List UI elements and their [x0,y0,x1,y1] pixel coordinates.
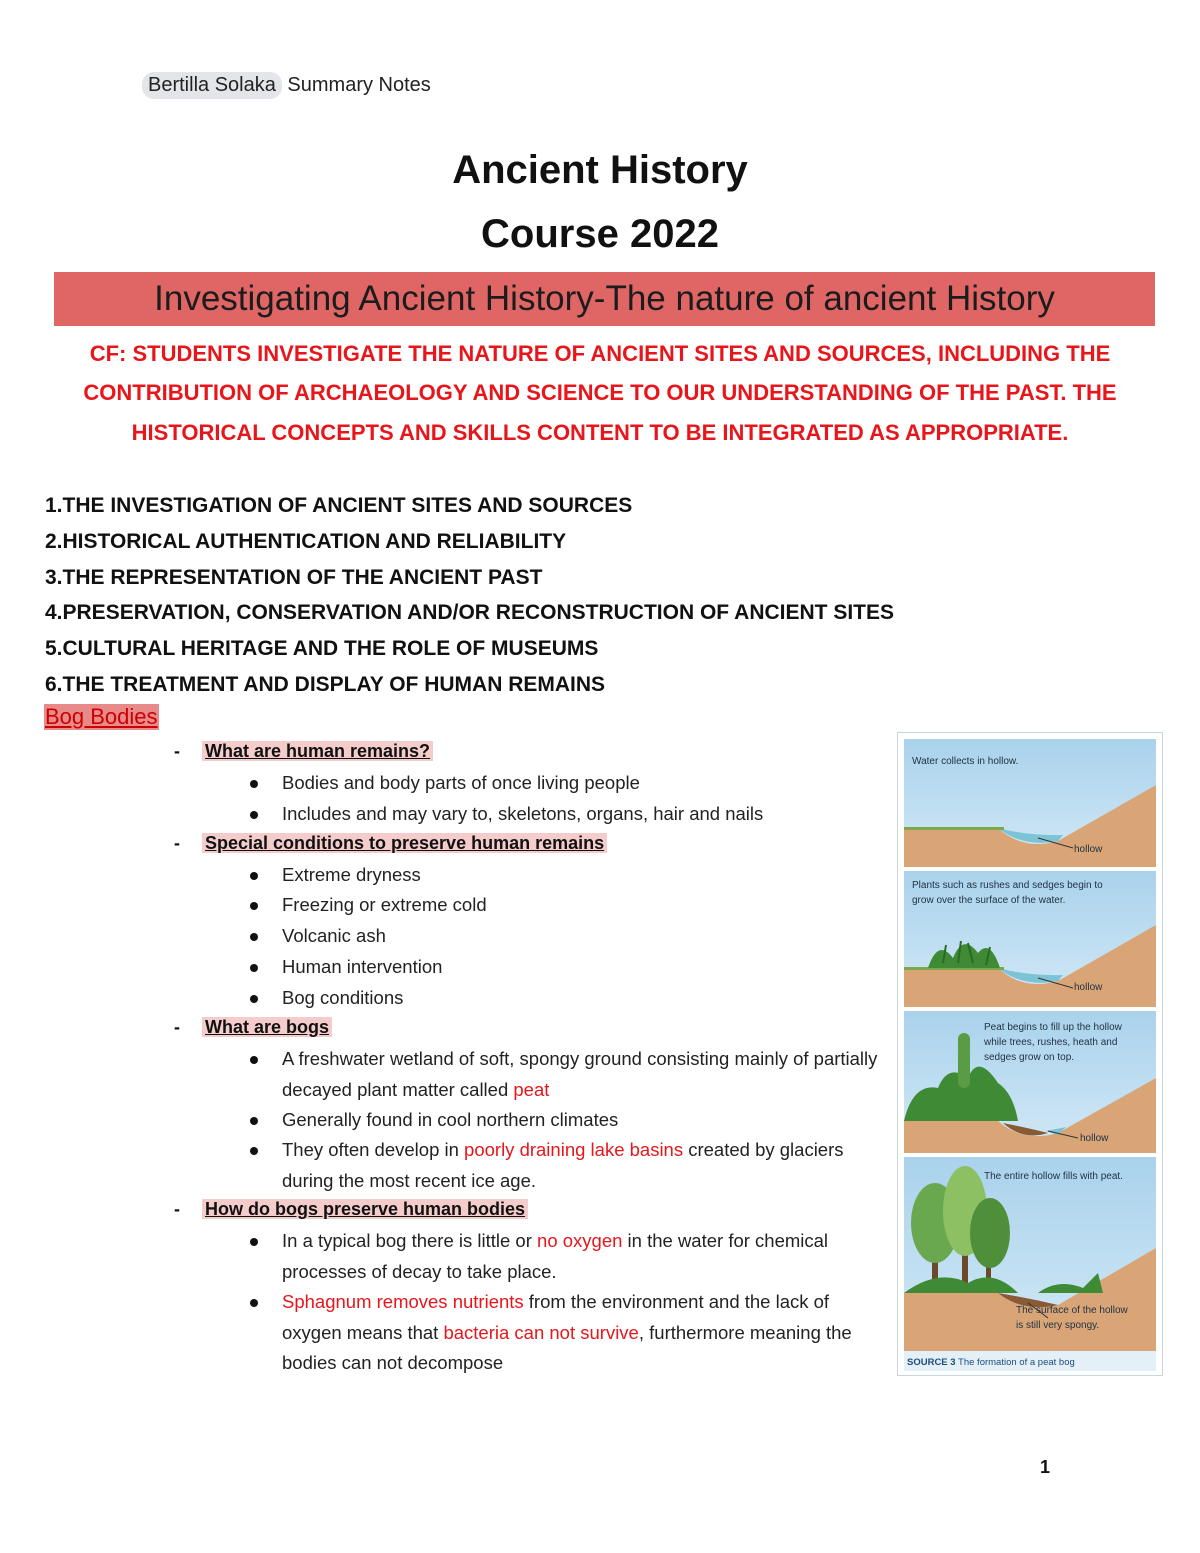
list-item-text: Volcanic ash [282,925,386,946]
peat-bog-figure [897,732,1163,1376]
hollow-label: hollow [1074,844,1103,855]
list-item [250,1226,890,1287]
list-item-text: Bodies and body parts of once living people [282,772,640,793]
section-dash: - [174,1199,180,1219]
bullet-icon [250,1117,258,1125]
topic-banner: Investigating Ancient History-The nature of ancient History [54,272,1155,326]
list-item [250,768,890,799]
highlight-text: peat [513,1078,550,1100]
cf-statement: CF: STUDENTS INVESTIGATE THE NATURE OF ANCIENT SITES AND SOURCES, INCLUDING THE CONTRIBUTION OF ARCHAEOLOGY AND SCIENCE TO OUR UNDERSTANDING OF THE PAST. THE HISTORICAL CONCEPTS AND SKILLS CONTENT TO BE INTEGRATED AS APPROPRIATE. [83,341,1117,445]
highlight-text: bacteria can not survive [443,1321,639,1343]
page-number: 1 [1040,1457,1051,1477]
peat-bog-diagram [898,733,1162,1375]
list-item [250,952,890,983]
topic-item: 5.CULTURAL HERITAGE AND THE ROLE OF MUSEUMS [45,637,599,661]
topic-list [45,488,894,703]
text-run: from the environment and the lack of oxygen means that [282,1291,830,1343]
list-item [250,1135,890,1196]
list-item-text: Extreme dryness [282,864,421,885]
section-heading-human-remains [174,741,433,762]
bullet-icon [250,933,258,941]
caption: Water collects in hollow. [912,756,1019,767]
caption: while trees, rushes, heath and [984,1037,1118,1048]
section-dash: - [174,741,180,761]
hollow-label: hollow [1080,1133,1109,1144]
section-heading-special-conditions [174,833,607,854]
section-title: How do bogs preserve human bodies [202,1199,528,1219]
bullet-icon [250,964,258,972]
section-heading-what-are-bogs [174,1017,332,1038]
text-run: in the water for chemical processes of decay to take place. [282,1230,829,1282]
list-item-text: Includes and may vary to, skeletons, organs, hair and nails [282,803,764,824]
list-item-text: Generally found in cool northern climates [282,1109,619,1130]
caption: The entire hollow fills with peat. [984,1171,1123,1182]
text-run: They often develop in [282,1139,465,1160]
source-text: The formation of a peat bog [955,1357,1075,1368]
bullet-icon [250,780,258,788]
list-item-text: Freezing or extreme cold [282,894,487,915]
highlight-text: Sphagnum removes nutrients [282,1291,524,1312]
surface-label: is still very spongy. [1016,1320,1100,1331]
highlight-text: poorly draining lake basins [464,1139,684,1160]
panel-hollow-full [904,1157,1156,1351]
list-item [250,983,890,1014]
bullet-icon [250,1147,258,1155]
list-item [250,921,890,952]
list-item-text: Bog conditions [282,987,404,1008]
bullet-icon [250,1056,258,1064]
list-item [250,1287,890,1379]
section-dash: - [174,833,180,853]
page-title: Ancient History [452,148,748,192]
section-heading-how-bogs-preserve [174,1199,528,1220]
list-item-text [282,1044,890,1105]
document-header [142,74,431,97]
page-subtitle: Course 2022 [481,212,719,256]
list-item [250,890,890,921]
topic-item: 3.THE REPRESENTATION OF THE ANCIENT PAST [45,565,543,589]
text-run: In a typical bog there is little or [282,1230,538,1251]
list-item [250,860,890,891]
bullet-icon [250,872,258,880]
hollow-label: hollow [1074,982,1103,993]
source-label: SOURCE 3 [907,1357,956,1368]
author-chip[interactable]: Bertilla Solaka [142,72,282,99]
list-item-text [282,1226,890,1287]
topic-item: 4.PRESERVATION, CONSERVATION AND/OR RECONSTRUCTION OF ANCIENT SITES [45,601,895,625]
list-item-text [282,1135,890,1196]
source-caption [907,1357,1075,1368]
panel-plants-grow [904,871,1156,1007]
text-run: A freshwater wetland of soft, spongy ground consisting mainly of partially decayed plant matter called [282,1048,878,1100]
bullet-icon [250,811,258,819]
highlight-text: no oxygen [537,1230,623,1251]
topic-item: 2.HISTORICAL AUTHENTICATION AND RELIABILITY [45,529,567,553]
panel-water-collects [904,739,1156,867]
list-item-text [282,1287,890,1379]
bullet-icon [250,1238,258,1246]
list-item [250,1044,890,1105]
surface-label: The surface of the hollow [1016,1305,1128,1316]
caption: Plants such as rushes and sedges begin to [912,880,1103,891]
list-item-text: Human intervention [282,956,443,977]
text-run: created by glaciers during the most recent ice age. [282,1139,844,1191]
caption: sedges grow on top. [984,1052,1075,1063]
caption: Peat begins to fill up the hollow [984,1022,1122,1033]
list-item [250,1105,890,1136]
list-item [250,799,890,830]
header-suffix: Summary Notes [287,74,431,96]
caption: grow over the surface of the water. [912,895,1066,906]
topic-item: 6.THE TREATMENT AND DISPLAY OF HUMAN REMAINS [45,672,606,696]
section-dash: - [174,1017,180,1037]
panel-peat-fills [904,1011,1156,1153]
section-title: What are human remains? [202,741,433,761]
bog-bodies-heading[interactable]: Bog Bodies [45,704,158,729]
section-title: Special conditions to preserve human remains [202,833,607,853]
bullet-icon [250,995,258,1003]
section-title: What are bogs [202,1017,332,1037]
bullet-icon [250,1299,258,1307]
bullet-icon [250,902,258,910]
topic-item: 1.THE INVESTIGATION OF ANCIENT SITES AND SOURCES [45,494,633,517]
text-run: , furthermore meaning the bodies can not decompose [282,1321,852,1373]
